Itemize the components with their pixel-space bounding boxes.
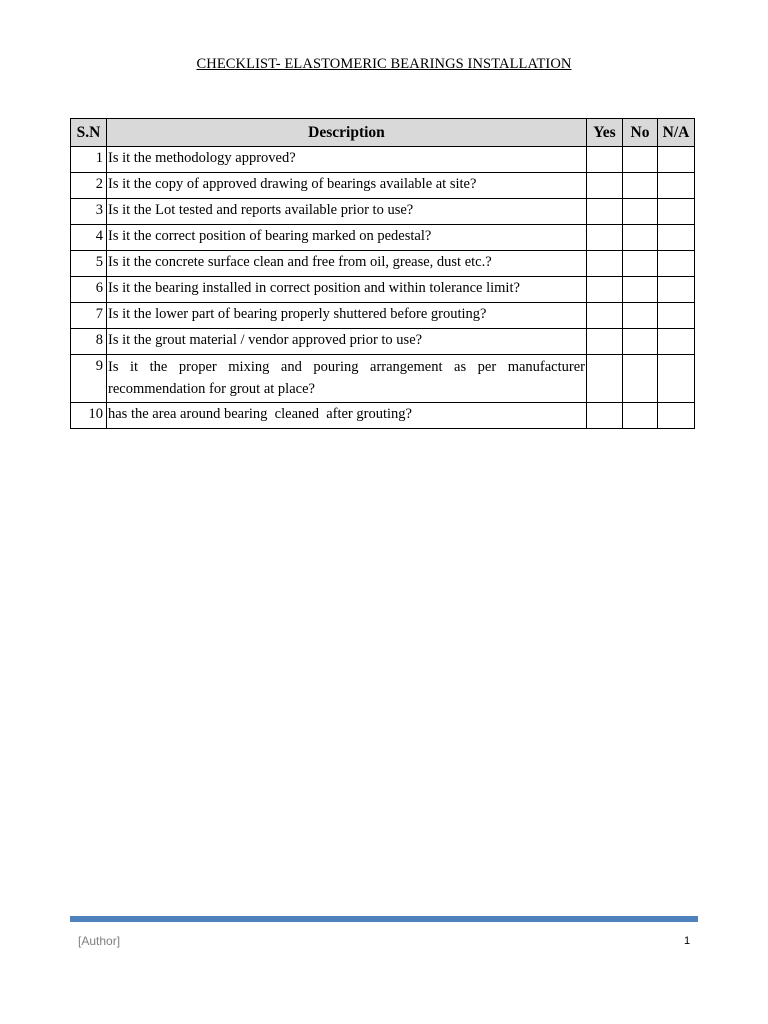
table-row: [71, 355, 695, 403]
yes-cell[interactable]: [587, 329, 623, 355]
na-cell[interactable]: [658, 355, 695, 403]
no-cell[interactable]: [623, 303, 658, 329]
header-yes: Yes: [587, 119, 623, 147]
row-description: Is it the proper mixing and pouring arrangement as per manufacturer recommendation for grout at place?: [107, 355, 587, 403]
row-sn: 1: [71, 147, 107, 173]
table-row: [71, 277, 695, 303]
na-cell[interactable]: [658, 199, 695, 225]
header-no: No: [623, 119, 658, 147]
row-description: has the area around bearing cleaned after grouting?: [107, 403, 587, 429]
na-cell[interactable]: [658, 303, 695, 329]
no-cell[interactable]: [623, 403, 658, 429]
footer-rule: [70, 916, 698, 922]
page-title: CHECKLIST- ELASTOMERIC BEARINGS INSTALLATION: [196, 56, 572, 72]
row-description: Is it the methodology approved?: [107, 147, 587, 173]
na-cell[interactable]: [658, 225, 695, 251]
table-row: [71, 225, 695, 251]
yes-cell[interactable]: [587, 303, 623, 329]
no-cell[interactable]: [623, 251, 658, 277]
row-sn: 5: [71, 251, 107, 277]
yes-cell[interactable]: [587, 355, 623, 403]
no-cell[interactable]: [623, 277, 658, 303]
yes-cell[interactable]: [587, 403, 623, 429]
row-description: Is it the Lot tested and reports available prior to use?: [107, 199, 587, 225]
na-cell[interactable]: [658, 173, 695, 199]
row-description: Is it the concrete surface clean and free from oil, grease, dust etc.?: [107, 251, 587, 277]
yes-cell[interactable]: [587, 251, 623, 277]
no-cell[interactable]: [623, 147, 658, 173]
header-na: N/A: [658, 119, 695, 147]
row-description: Is it the copy of approved drawing of bearings available at site?: [107, 173, 587, 199]
row-sn: 2: [71, 173, 107, 199]
no-cell[interactable]: [623, 199, 658, 225]
yes-cell[interactable]: [587, 147, 623, 173]
row-sn: 10: [71, 403, 107, 429]
no-cell[interactable]: [623, 329, 658, 355]
yes-cell[interactable]: [587, 225, 623, 251]
table-row: [71, 173, 695, 199]
footer-author: [Author]: [78, 934, 121, 948]
table-row: [71, 251, 695, 277]
header-sn: S.N: [71, 119, 107, 147]
na-cell[interactable]: [658, 403, 695, 429]
table-row: [71, 329, 695, 355]
table-row: [71, 147, 695, 173]
row-description: Is it the bearing installed in correct position and within tolerance limit?: [107, 277, 587, 303]
table-row: [71, 303, 695, 329]
row-sn: 6: [71, 277, 107, 303]
yes-cell[interactable]: [587, 173, 623, 199]
no-cell[interactable]: [623, 173, 658, 199]
row-description: Is it the correct position of bearing marked on pedestal?: [107, 225, 587, 251]
row-sn: 9: [71, 355, 107, 403]
na-cell[interactable]: [658, 147, 695, 173]
na-cell[interactable]: [658, 251, 695, 277]
no-cell[interactable]: [623, 225, 658, 251]
na-cell[interactable]: [658, 329, 695, 355]
no-cell[interactable]: [623, 355, 658, 403]
na-cell[interactable]: [658, 277, 695, 303]
checklist-table: [70, 118, 695, 429]
row-description: Is it the lower part of bearing properly shuttered before grouting?: [107, 303, 587, 329]
table-row: [71, 199, 695, 225]
table-header-row: [71, 119, 695, 147]
row-sn: 4: [71, 225, 107, 251]
yes-cell[interactable]: [587, 277, 623, 303]
table-row: [71, 403, 695, 429]
row-description: Is it the grout material / vendor approved prior to use?: [107, 329, 587, 355]
footer-page-number: 1: [684, 935, 691, 947]
row-sn: 3: [71, 199, 107, 225]
row-sn: 8: [71, 329, 107, 355]
yes-cell[interactable]: [587, 199, 623, 225]
header-description: Description: [107, 119, 587, 147]
row-sn: 7: [71, 303, 107, 329]
